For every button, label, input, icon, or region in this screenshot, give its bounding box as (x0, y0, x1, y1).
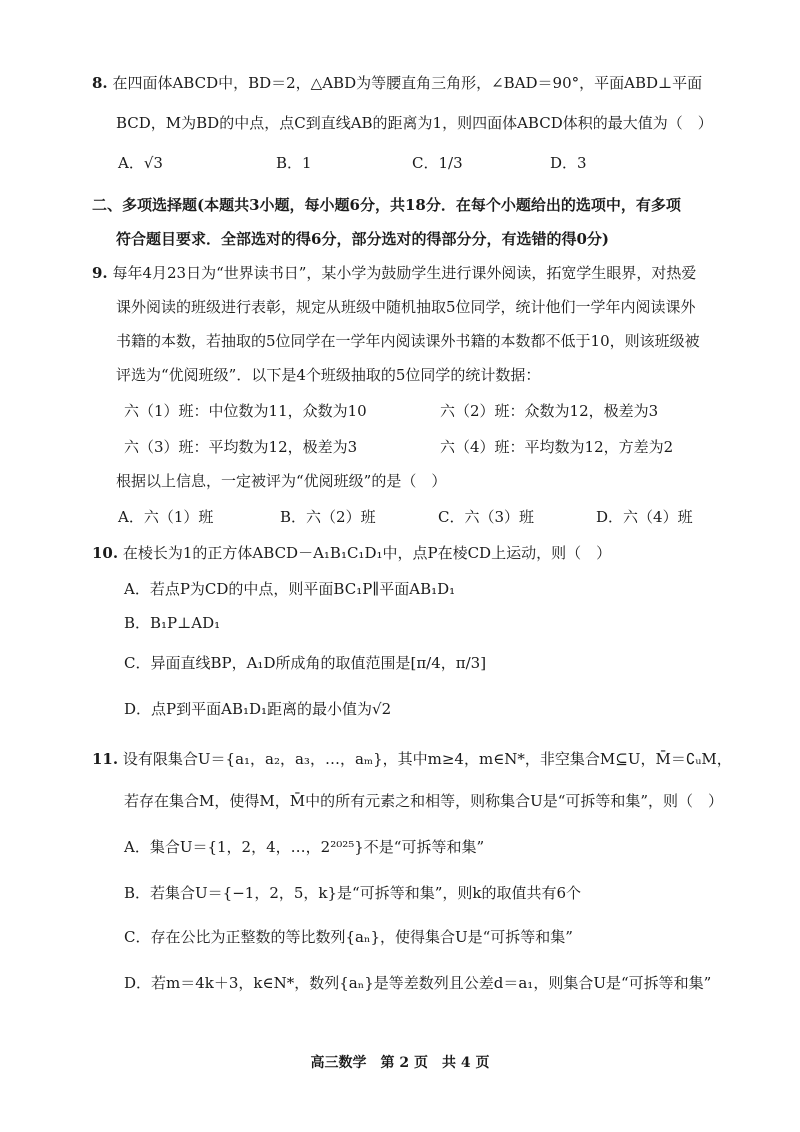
q11-option-b: B．若集合U＝{−1，2，5，k}是“可拆等和集”，则k的取值共有6个 (124, 884, 582, 902)
q10-option-b: B．B₁P⊥AD₁ (124, 614, 221, 632)
q9-line1 (92, 262, 696, 284)
q9-stat-class2: 六（2）班：众数为12，极差为3 (440, 402, 659, 420)
q8-option-b: B．1 (276, 154, 312, 172)
q9-line2: 课外阅读的班级进行表彰，规定从班级中随机抽取5位同学，统计他们一学年内阅读课外 (116, 298, 696, 316)
q9-option-d: D．六（4）班 (596, 508, 693, 526)
q9-line4: 评选为“优阅班级”．以下是4个班级抽取的5位同学的统计数据： (116, 366, 541, 384)
q9-line5: 根据以上信息，一定被评为“优阅班级”的是（ ） (116, 472, 447, 490)
q8-number: 8. (92, 74, 108, 92)
page-footer: 高三数学 第 2 页 共 4 页 (310, 1055, 490, 1071)
q9-stat-class4: 六（4）班：平均数为12，方差为2 (440, 438, 674, 456)
q8-option-a: A．√3 (118, 154, 163, 172)
q8-option-c: C．1/3 (412, 154, 463, 172)
q11-option-c: C．存在公比为正整数的等比数列{aₙ}，使得集合U是“可拆等和集” (124, 928, 573, 946)
q10-option-c: C．异面直线BP，A₁D所成角的取值范围是[π/4，π/3] (124, 654, 487, 672)
q9-option-b: B．六（2）班 (280, 508, 376, 526)
q8-text-1: 在四面体ABCD中，BD＝2，△ABD为等腰直角三角形，∠BAD＝90°，平面ABD⊥平面 (112, 74, 703, 92)
q11-text-1: 设有限集合U＝{a₁，a₂，a₃，…，aₘ}，其中m≥4，m∈N*，非空集合M⊆U，M̄＝∁ᵤM， (122, 750, 732, 768)
q9-stat-class3: 六（3）班：平均数为12，极差为3 (124, 438, 358, 456)
q8-line2: BCD，M为BD的中点，点C到直线AB的距离为1，则四面体ABCD体积的最大值为（ ） (116, 114, 713, 132)
q9-text-1: 每年4月23日为“世界读书日”，某小学为鼓励学生进行课外阅读，拓宽学生眼界，对热爱 (112, 264, 697, 282)
q11-option-a: A．集合U＝{1，2，4，…，2²⁰²⁵}不是“可拆等和集” (124, 838, 485, 856)
q10-line1 (92, 542, 611, 564)
q11-number: 11. (92, 750, 119, 768)
q9-line3: 书籍的本数，若抽取的5位同学在一学年内阅读课外书籍的本数都不低于10，则该班级被 (116, 332, 700, 350)
q10-option-d: D．点P到平面AB₁D₁距离的最小值为√2 (124, 700, 392, 718)
q9-option-a: A．六（1）班 (118, 508, 214, 526)
q9-stat-class1: 六（1）班：中位数为11，众数为10 (124, 402, 367, 420)
q10-option-a: A．若点P为CD的中点，则平面BC₁P∥平面AB₁D₁ (124, 580, 456, 598)
q8-line1 (92, 72, 702, 94)
section-2-heading-line2: 符合题目要求．全部选对的得6分，部分选对的得部分分，有选错的得0分) (116, 230, 609, 248)
q9-number: 9. (92, 264, 108, 282)
q10-stem: 在棱长为1的正方体ABCD－A₁B₁C₁D₁中，点P在棱CD上运动，则（ ） (122, 544, 612, 562)
section-2-heading-line1: 二、多项选择题(本题共3小题，每小题6分，共18分．在每个小题给出的选项中，有多项 (92, 196, 681, 214)
q8-option-d: D．3 (550, 154, 587, 172)
q11-option-d: D．若m＝4k＋3，k∈N*，数列{aₙ}是等差数列且公差d＝a₁，则集合U是“可拆等和集” (124, 974, 712, 992)
q10-number: 10. (92, 544, 119, 562)
q11-line2: 若存在集合M，使得M，M̄中的所有元素之和相等，则称集合U是“可拆等和集”，则（ ） (124, 792, 724, 810)
q9-option-c: C．六（3）班 (438, 508, 535, 526)
q11-line1 (92, 748, 732, 770)
